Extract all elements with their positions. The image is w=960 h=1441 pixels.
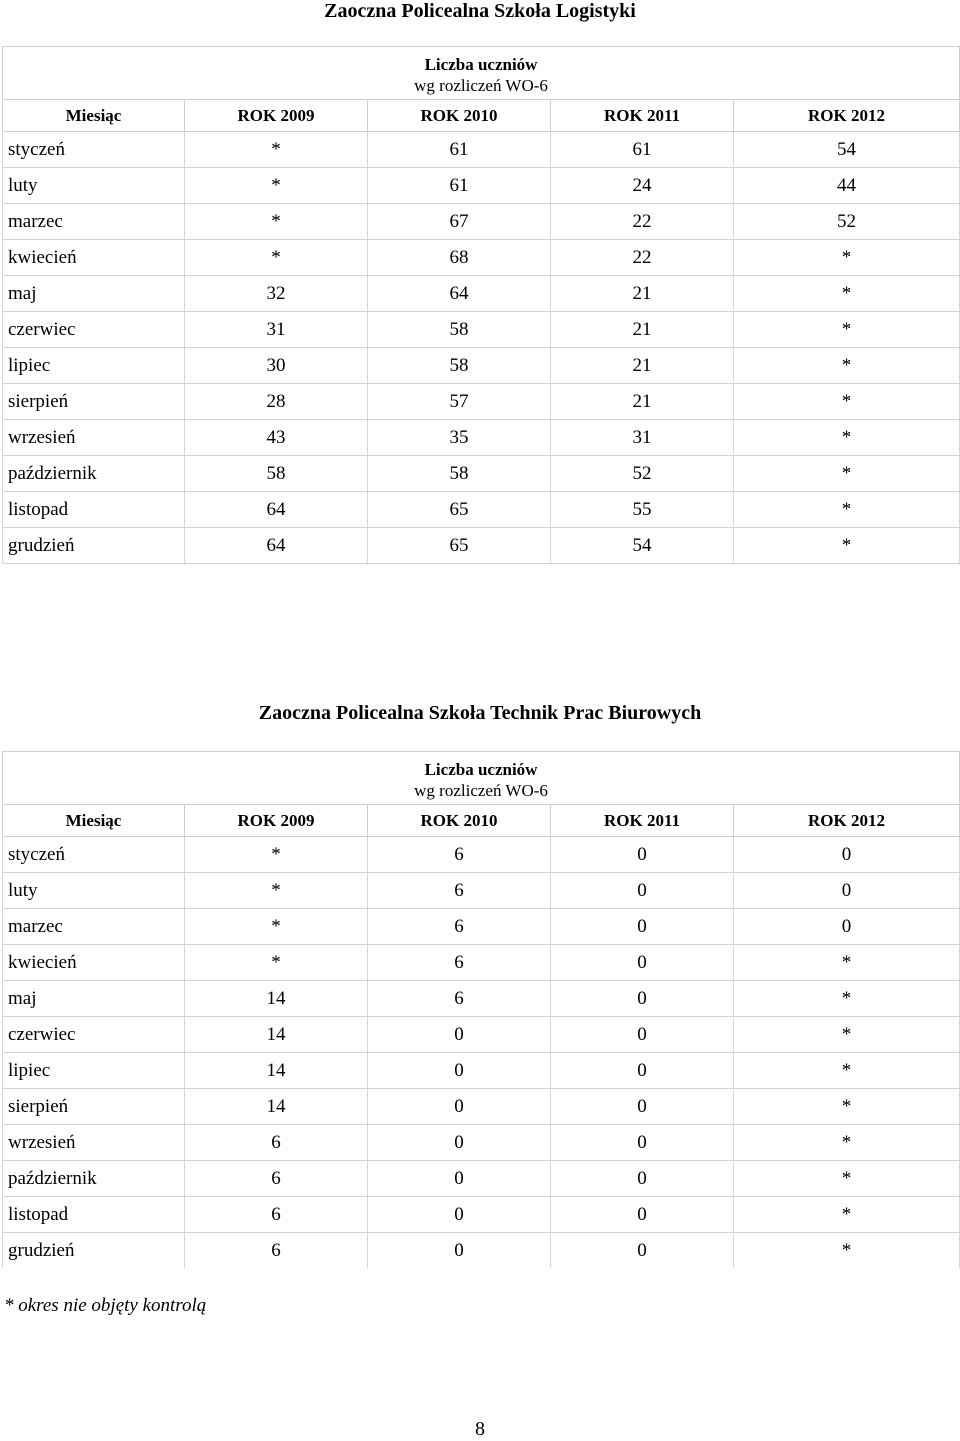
- value-cell: *: [734, 240, 960, 276]
- value-cell: 61: [551, 132, 734, 168]
- table-row: [3, 873, 960, 909]
- column-header-2011: ROK 2011: [551, 805, 734, 837]
- value-cell: *: [185, 240, 368, 276]
- value-cell: 6: [185, 1233, 368, 1269]
- value-cell: 0: [551, 1125, 734, 1161]
- value-cell: 0: [734, 909, 960, 945]
- value-cell: 65: [368, 528, 551, 564]
- value-cell: *: [734, 384, 960, 420]
- table-row: [3, 132, 960, 168]
- table-body: [3, 132, 960, 564]
- value-cell: 0: [368, 1161, 551, 1197]
- value-cell: *: [734, 1053, 960, 1089]
- value-cell: *: [185, 132, 368, 168]
- value-cell: 6: [368, 837, 551, 873]
- month-cell: grudzień: [3, 528, 185, 564]
- column-header-row: [3, 100, 960, 132]
- value-cell: *: [734, 1161, 960, 1197]
- value-cell: 14: [185, 1017, 368, 1053]
- value-cell: *: [734, 456, 960, 492]
- month-cell: czerwiec: [3, 312, 185, 348]
- table-1-title: Zaoczna Policealna Szkoła Logistyki: [324, 0, 636, 22]
- value-cell: 0: [551, 1233, 734, 1269]
- table-row: [3, 837, 960, 873]
- table-row: [3, 420, 960, 456]
- month-cell: wrzesień: [3, 1125, 185, 1161]
- table-2-title: Zaoczna Policealna Szkoła Technik Prac Biurowych: [258, 702, 702, 724]
- group-header-row: [3, 752, 960, 805]
- table-row: [3, 981, 960, 1017]
- value-cell: *: [734, 981, 960, 1017]
- value-cell: *: [734, 1233, 960, 1269]
- month-cell: wrzesień: [3, 420, 185, 456]
- table-row: [3, 240, 960, 276]
- value-cell: 6: [185, 1125, 368, 1161]
- column-header-month: Miesiąc: [3, 100, 185, 132]
- value-cell: 52: [734, 204, 960, 240]
- month-cell: kwiecień: [3, 945, 185, 981]
- table-row: [3, 204, 960, 240]
- value-cell: *: [734, 420, 960, 456]
- table-row: [3, 1233, 960, 1269]
- value-cell: 6: [368, 909, 551, 945]
- table-row: [3, 1161, 960, 1197]
- value-cell: *: [185, 168, 368, 204]
- value-cell: *: [185, 873, 368, 909]
- value-cell: 58: [185, 456, 368, 492]
- value-cell: 0: [368, 1233, 551, 1269]
- value-cell: 61: [368, 168, 551, 204]
- value-cell: 35: [368, 420, 551, 456]
- page-number: 8: [475, 1418, 485, 1440]
- table-row: [3, 1053, 960, 1089]
- table-row: [3, 312, 960, 348]
- value-cell: 21: [551, 312, 734, 348]
- value-cell: 58: [368, 312, 551, 348]
- group-header-row: [3, 47, 960, 100]
- value-cell: 0: [368, 1089, 551, 1125]
- value-cell: 21: [551, 384, 734, 420]
- column-header-month: Miesiąc: [3, 805, 185, 837]
- value-cell: *: [185, 945, 368, 981]
- month-cell: maj: [3, 981, 185, 1017]
- value-cell: 55: [551, 492, 734, 528]
- footnote: * okres nie objęty kontrolą: [4, 1295, 207, 1316]
- value-cell: 21: [551, 348, 734, 384]
- value-cell: 0: [551, 909, 734, 945]
- value-cell: *: [734, 945, 960, 981]
- table-row: [3, 384, 960, 420]
- value-cell: *: [734, 492, 960, 528]
- table-row: [3, 945, 960, 981]
- group-header-cell: [3, 47, 960, 100]
- value-cell: 6: [185, 1197, 368, 1233]
- value-cell: 0: [551, 981, 734, 1017]
- value-cell: *: [734, 348, 960, 384]
- table-row: [3, 528, 960, 564]
- table-row: [3, 276, 960, 312]
- month-cell: listopad: [3, 492, 185, 528]
- value-cell: 6: [368, 873, 551, 909]
- value-cell: 14: [185, 981, 368, 1017]
- value-cell: 68: [368, 240, 551, 276]
- column-header-2010: ROK 2010: [368, 100, 551, 132]
- group-header-cell: [3, 752, 960, 805]
- value-cell: 54: [734, 132, 960, 168]
- value-cell: *: [734, 1017, 960, 1053]
- value-cell: 0: [368, 1125, 551, 1161]
- value-cell: 58: [368, 456, 551, 492]
- month-cell: sierpień: [3, 1089, 185, 1125]
- value-cell: *: [734, 1197, 960, 1233]
- value-cell: 54: [551, 528, 734, 564]
- month-cell: czerwiec: [3, 1017, 185, 1053]
- value-cell: *: [734, 528, 960, 564]
- group-subheader: wg rozliczeń WO-6: [414, 781, 548, 800]
- value-cell: 31: [185, 312, 368, 348]
- table-row: [3, 1125, 960, 1161]
- value-cell: 67: [368, 204, 551, 240]
- value-cell: *: [185, 204, 368, 240]
- value-cell: 22: [551, 204, 734, 240]
- table-row: [3, 492, 960, 528]
- value-cell: 64: [368, 276, 551, 312]
- value-cell: 58: [368, 348, 551, 384]
- table-row: [3, 348, 960, 384]
- value-cell: 0: [734, 873, 960, 909]
- column-header-2012: ROK 2012: [734, 805, 960, 837]
- value-cell: 43: [185, 420, 368, 456]
- value-cell: 14: [185, 1053, 368, 1089]
- value-cell: 24: [551, 168, 734, 204]
- value-cell: 0: [368, 1017, 551, 1053]
- value-cell: 21: [551, 276, 734, 312]
- group-header: Liczba uczniów: [424, 55, 538, 74]
- value-cell: 44: [734, 168, 960, 204]
- value-cell: 57: [368, 384, 551, 420]
- table-biurowych: [2, 751, 960, 1268]
- value-cell: *: [734, 276, 960, 312]
- table-body: [3, 837, 960, 1269]
- value-cell: 6: [185, 1161, 368, 1197]
- month-cell: styczeń: [3, 837, 185, 873]
- value-cell: 0: [551, 837, 734, 873]
- table-row: [3, 1197, 960, 1233]
- table-row: [3, 1017, 960, 1053]
- value-cell: 14: [185, 1089, 368, 1125]
- month-cell: luty: [3, 168, 185, 204]
- column-header-2009: ROK 2009: [185, 805, 368, 837]
- value-cell: 31: [551, 420, 734, 456]
- value-cell: 64: [185, 528, 368, 564]
- table-row: [3, 456, 960, 492]
- value-cell: 6: [368, 981, 551, 1017]
- column-header-row: [3, 805, 960, 837]
- value-cell: 0: [551, 945, 734, 981]
- group-header: Liczba uczniów: [424, 760, 538, 779]
- column-header-2012: ROK 2012: [734, 100, 960, 132]
- value-cell: 64: [185, 492, 368, 528]
- table-logistyka: [2, 46, 960, 564]
- table-row: [3, 168, 960, 204]
- value-cell: 0: [551, 1161, 734, 1197]
- column-header-2010: ROK 2010: [368, 805, 551, 837]
- month-cell: grudzień: [3, 1233, 185, 1269]
- value-cell: 22: [551, 240, 734, 276]
- month-cell: marzec: [3, 909, 185, 945]
- value-cell: 0: [551, 1053, 734, 1089]
- column-header-2011: ROK 2011: [551, 100, 734, 132]
- month-cell: listopad: [3, 1197, 185, 1233]
- value-cell: 28: [185, 384, 368, 420]
- value-cell: *: [185, 837, 368, 873]
- value-cell: *: [185, 909, 368, 945]
- value-cell: 0: [368, 1053, 551, 1089]
- group-subheader: wg rozliczeń WO-6: [414, 76, 548, 95]
- month-cell: sierpień: [3, 384, 185, 420]
- month-cell: luty: [3, 873, 185, 909]
- table-row: [3, 1089, 960, 1125]
- month-cell: październik: [3, 456, 185, 492]
- value-cell: 0: [368, 1197, 551, 1233]
- table-row: [3, 909, 960, 945]
- value-cell: 30: [185, 348, 368, 384]
- value-cell: 32: [185, 276, 368, 312]
- month-cell: październik: [3, 1161, 185, 1197]
- value-cell: 0: [551, 1017, 734, 1053]
- month-cell: styczeń: [3, 132, 185, 168]
- value-cell: 0: [551, 873, 734, 909]
- month-cell: lipiec: [3, 1053, 185, 1089]
- month-cell: marzec: [3, 204, 185, 240]
- month-cell: maj: [3, 276, 185, 312]
- value-cell: *: [734, 1125, 960, 1161]
- value-cell: 52: [551, 456, 734, 492]
- value-cell: 61: [368, 132, 551, 168]
- month-cell: lipiec: [3, 348, 185, 384]
- value-cell: 0: [551, 1089, 734, 1125]
- value-cell: *: [734, 312, 960, 348]
- month-cell: kwiecień: [3, 240, 185, 276]
- value-cell: 6: [368, 945, 551, 981]
- value-cell: 0: [734, 837, 960, 873]
- value-cell: *: [734, 1089, 960, 1125]
- value-cell: 65: [368, 492, 551, 528]
- column-header-2009: ROK 2009: [185, 100, 368, 132]
- value-cell: 0: [551, 1197, 734, 1233]
